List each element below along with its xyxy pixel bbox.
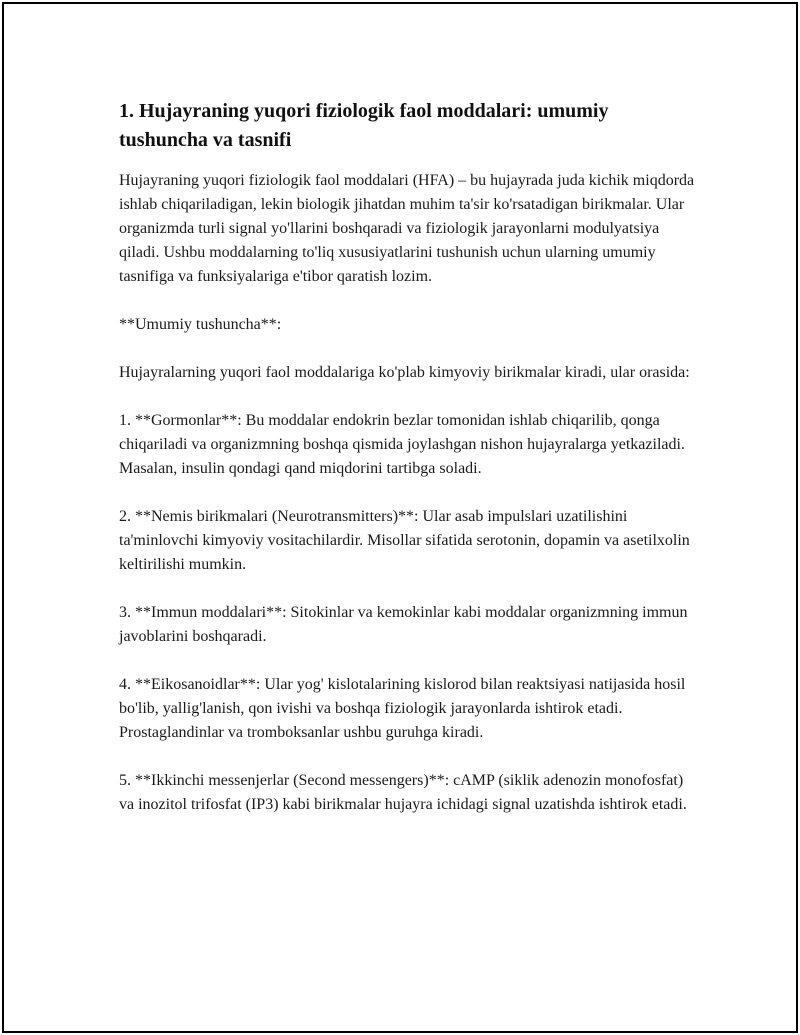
subheading-paragraph: **Umumiy tushuncha**: — [119, 316, 282, 333]
list-item: 3. **Immun moddalari**: Sitokinlar va kemokinlar kabi moddalar organizmning immun javoblarini boshqaradi. — [119, 604, 688, 645]
page-frame — [2, 2, 798, 1033]
list-item: 4. **Eikosanoidlar**: Ular yog' kislotalarining kislorod bilan reaktsiyasi natijasida hosil bo'lib, yallig'lanish, qon ivishi va boshqa fiziologik jarayonlarda ishtirok etadi. Prostaglandinlar va tromboksanlar ushbu guruhga kiradi. — [119, 676, 686, 741]
document-body — [119, 97, 699, 841]
list-item: 2. **Nemis birikmalari (Neurotransmitters)**: Ular asab impulslari uzatilishini ta'minlovchi kimyoviy vositachilardir. Misollar sifatida serotonin, dopamin va asetilxolin keltirilishi mumkin. — [119, 508, 690, 573]
lead-paragraph: Hujayralarning yuqori faol moddalariga ko'plab kimyoviy birikmalar kiradi, ular orasida: — [119, 364, 690, 381]
page-title: 1. Hujayraning yuqori fiziologik faol moddalari: umumiy tushuncha va tasnifi — [119, 100, 609, 151]
list-item: 1. **Gormonlar**: Bu moddalar endokrin bezlar tomonidan ishlab chiqarilib, qonga chiqariladi va organizmning boshqa qismida joylashgan nishon hujayralarga yetkaziladi. Masalan, insulin qondagi qand miqdorini tartibga soladi. — [119, 412, 685, 477]
intro-paragraph: Hujayraning yuqori fiziologik faol moddalari (HFA) – bu hujayrada juda kichik miqdorda ishlab chiqariladigan, lekin biologik jihatdan muhim ta'sir ko'rsatadigan birikmalar. Ular organizmda turli signal yo'llarini boshqaradi va fiziologik jarayonlarni modulyatsiya qiladi. Ushbu moddalarning to'liq xususiyatlarini tushunish uchun ularning umumiy tasnifiga va funksiyalariga e'tibor qaratish lozim. — [119, 172, 695, 285]
list-item: 5. **Ikkinchi messenjerlar (Second messengers)**: cAMP (siklik adenozin monofosfat) va inozitol trifosfat (IP3) kabi birikmalar hujayra ichidagi signal uzatishda ishtirok etadi. — [119, 772, 687, 813]
